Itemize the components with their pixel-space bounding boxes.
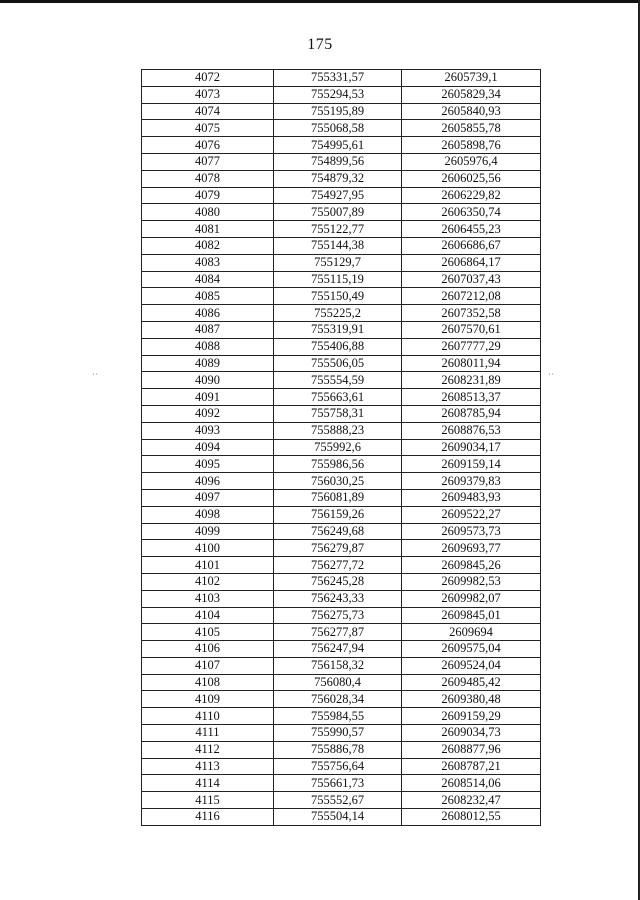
table-row: [142, 153, 541, 170]
point-number-cell: 4113: [142, 758, 274, 775]
point-number-cell: 4087: [142, 321, 274, 338]
point-number-cell: 4105: [142, 624, 274, 641]
x-coordinate-cell: 755661,73: [274, 775, 402, 792]
x-coordinate-cell: 755144,38: [274, 237, 402, 254]
table-row: [142, 372, 541, 389]
table-row: [142, 809, 541, 826]
table-row: [142, 389, 541, 406]
table-row: [142, 708, 541, 725]
x-coordinate-cell: 756277,72: [274, 557, 402, 574]
page-top-border: [0, 0, 640, 3]
point-number-cell: 4112: [142, 741, 274, 758]
y-coordinate-cell: 2606455,23: [402, 221, 541, 238]
scan-speck: ˙˙: [92, 372, 98, 382]
y-coordinate-cell: 2608787,21: [402, 758, 541, 775]
table-row: [142, 473, 541, 490]
point-number-cell: 4079: [142, 187, 274, 204]
table-row: [142, 305, 541, 322]
x-coordinate-cell: 756028,34: [274, 691, 402, 708]
x-coordinate-cell: 755506,05: [274, 355, 402, 372]
table-row: [142, 758, 541, 775]
point-number-cell: 4114: [142, 775, 274, 792]
point-number-cell: 4072: [142, 70, 274, 87]
coordinates-table: [141, 69, 541, 826]
table-row: [142, 590, 541, 607]
y-coordinate-cell: 2605739,1: [402, 70, 541, 87]
y-coordinate-cell: 2608231,89: [402, 372, 541, 389]
table-row: [142, 506, 541, 523]
y-coordinate-cell: 2609159,29: [402, 708, 541, 725]
y-coordinate-cell: 2608877,96: [402, 741, 541, 758]
point-number-cell: 4095: [142, 456, 274, 473]
table-row: [142, 540, 541, 557]
table-row: [142, 288, 541, 305]
y-coordinate-cell: 2606025,56: [402, 170, 541, 187]
table-row: [142, 103, 541, 120]
y-coordinate-cell: 2609159,14: [402, 456, 541, 473]
y-coordinate-cell: 2608514,06: [402, 775, 541, 792]
point-number-cell: 4099: [142, 523, 274, 540]
x-coordinate-cell: 755554,59: [274, 372, 402, 389]
x-coordinate-cell: 755150,49: [274, 288, 402, 305]
point-number-cell: 4100: [142, 540, 274, 557]
point-number-cell: 4094: [142, 439, 274, 456]
table-row: [142, 405, 541, 422]
x-coordinate-cell: 756275,73: [274, 607, 402, 624]
table-row: [142, 70, 541, 87]
point-number-cell: 4083: [142, 254, 274, 271]
table-row: [142, 674, 541, 691]
x-coordinate-cell: 756081,89: [274, 489, 402, 506]
y-coordinate-cell: 2609573,73: [402, 523, 541, 540]
table-row: [142, 573, 541, 590]
point-number-cell: 4089: [142, 355, 274, 372]
y-coordinate-cell: 2609034,17: [402, 439, 541, 456]
x-coordinate-cell: 755129,7: [274, 254, 402, 271]
table-row: [142, 439, 541, 456]
x-coordinate-cell: 756159,26: [274, 506, 402, 523]
x-coordinate-cell: 755984,55: [274, 708, 402, 725]
y-coordinate-cell: 2609845,01: [402, 607, 541, 624]
point-number-cell: 4074: [142, 103, 274, 120]
table-row: [142, 624, 541, 641]
x-coordinate-cell: 755007,89: [274, 204, 402, 221]
y-coordinate-cell: 2608011,94: [402, 355, 541, 372]
x-coordinate-cell: 755319,91: [274, 321, 402, 338]
y-coordinate-cell: 2608513,37: [402, 389, 541, 406]
table-row: [142, 187, 541, 204]
table-row: [142, 321, 541, 338]
table-row: [142, 422, 541, 439]
point-number-cell: 4106: [142, 641, 274, 658]
table-row: [142, 489, 541, 506]
y-coordinate-cell: 2608232,47: [402, 792, 541, 809]
x-coordinate-cell: 755886,78: [274, 741, 402, 758]
x-coordinate-cell: 755122,77: [274, 221, 402, 238]
y-coordinate-cell: 2607570,61: [402, 321, 541, 338]
y-coordinate-cell: 2606229,82: [402, 187, 541, 204]
y-coordinate-cell: 2609982,53: [402, 573, 541, 590]
table-row: [142, 237, 541, 254]
point-number-cell: 4073: [142, 86, 274, 103]
x-coordinate-cell: 756158,32: [274, 657, 402, 674]
table-row: [142, 657, 541, 674]
x-coordinate-cell: 756247,94: [274, 641, 402, 658]
point-number-cell: 4102: [142, 573, 274, 590]
x-coordinate-cell: 755331,57: [274, 70, 402, 87]
point-number-cell: 4076: [142, 137, 274, 154]
y-coordinate-cell: 2608785,94: [402, 405, 541, 422]
x-coordinate-cell: 755990,57: [274, 725, 402, 742]
point-number-cell: 4097: [142, 489, 274, 506]
x-coordinate-cell: 755294,53: [274, 86, 402, 103]
point-number-cell: 4092: [142, 405, 274, 422]
table-row: [142, 775, 541, 792]
y-coordinate-cell: 2609845,26: [402, 557, 541, 574]
point-number-cell: 4090: [142, 372, 274, 389]
x-coordinate-cell: 756279,87: [274, 540, 402, 557]
point-number-cell: 4082: [142, 237, 274, 254]
table-row: [142, 170, 541, 187]
y-coordinate-cell: 2605855,78: [402, 120, 541, 137]
x-coordinate-cell: 755115,19: [274, 271, 402, 288]
y-coordinate-cell: 2608876,53: [402, 422, 541, 439]
y-coordinate-cell: 2607037,43: [402, 271, 541, 288]
x-coordinate-cell: 755992,6: [274, 439, 402, 456]
table-row: [142, 86, 541, 103]
table-row: [142, 607, 541, 624]
y-coordinate-cell: 2605829,34: [402, 86, 541, 103]
y-coordinate-cell: 2605976,4: [402, 153, 541, 170]
y-coordinate-cell: 2609693,77: [402, 540, 541, 557]
x-coordinate-cell: 756080,4: [274, 674, 402, 691]
point-number-cell: 4101: [142, 557, 274, 574]
y-coordinate-cell: 2606686,67: [402, 237, 541, 254]
table-row: [142, 641, 541, 658]
table-row: [142, 338, 541, 355]
point-number-cell: 4107: [142, 657, 274, 674]
y-coordinate-cell: 2607212,08: [402, 288, 541, 305]
table-row: [142, 120, 541, 137]
x-coordinate-cell: 756030,25: [274, 473, 402, 490]
table-row: [142, 691, 541, 708]
point-number-cell: 4111: [142, 725, 274, 742]
y-coordinate-cell: 2606864,17: [402, 254, 541, 271]
point-number-cell: 4109: [142, 691, 274, 708]
point-number-cell: 4085: [142, 288, 274, 305]
x-coordinate-cell: 756243,33: [274, 590, 402, 607]
y-coordinate-cell: 2605898,76: [402, 137, 541, 154]
y-coordinate-cell: 2609483,93: [402, 489, 541, 506]
point-number-cell: 4081: [142, 221, 274, 238]
x-coordinate-cell: 756249,68: [274, 523, 402, 540]
point-number-cell: 4108: [142, 674, 274, 691]
y-coordinate-cell: 2609485,42: [402, 674, 541, 691]
table-row: [142, 456, 541, 473]
table-row: [142, 271, 541, 288]
table-row: [142, 254, 541, 271]
y-coordinate-cell: 2609694: [402, 624, 541, 641]
point-number-cell: 4115: [142, 792, 274, 809]
table-row: [142, 523, 541, 540]
table-row: [142, 204, 541, 221]
y-coordinate-cell: 2609379,83: [402, 473, 541, 490]
y-coordinate-cell: 2605840,93: [402, 103, 541, 120]
y-coordinate-cell: 2608012,55: [402, 809, 541, 826]
y-coordinate-cell: 2609522,27: [402, 506, 541, 523]
x-coordinate-cell: 755068,58: [274, 120, 402, 137]
y-coordinate-cell: 2609524,04: [402, 657, 541, 674]
x-coordinate-cell: 755663,61: [274, 389, 402, 406]
point-number-cell: 4086: [142, 305, 274, 322]
x-coordinate-cell: 755756,64: [274, 758, 402, 775]
x-coordinate-cell: 755225,2: [274, 305, 402, 322]
point-number-cell: 4088: [142, 338, 274, 355]
y-coordinate-cell: 2607352,58: [402, 305, 541, 322]
point-number-cell: 4093: [142, 422, 274, 439]
coordinates-table-body: [142, 70, 541, 826]
point-number-cell: 4098: [142, 506, 274, 523]
point-number-cell: 4080: [142, 204, 274, 221]
page-number: 175: [307, 36, 333, 53]
x-coordinate-cell: 755986,56: [274, 456, 402, 473]
table-row: [142, 221, 541, 238]
point-number-cell: 4091: [142, 389, 274, 406]
x-coordinate-cell: 754995,61: [274, 137, 402, 154]
x-coordinate-cell: 755504,14: [274, 809, 402, 826]
x-coordinate-cell: 755758,31: [274, 405, 402, 422]
table-row: [142, 137, 541, 154]
point-number-cell: 4103: [142, 590, 274, 607]
y-coordinate-cell: 2609982,07: [402, 590, 541, 607]
x-coordinate-cell: 754899,56: [274, 153, 402, 170]
table-row: [142, 557, 541, 574]
table-row: [142, 792, 541, 809]
table-row: [142, 725, 541, 742]
x-coordinate-cell: 754927,95: [274, 187, 402, 204]
point-number-cell: 4116: [142, 809, 274, 826]
y-coordinate-cell: 2607777,29: [402, 338, 541, 355]
point-number-cell: 4096: [142, 473, 274, 490]
table-row: [142, 741, 541, 758]
point-number-cell: 4110: [142, 708, 274, 725]
table-row: [142, 355, 541, 372]
y-coordinate-cell: 2609380,48: [402, 691, 541, 708]
x-coordinate-cell: 755888,23: [274, 422, 402, 439]
x-coordinate-cell: 755195,89: [274, 103, 402, 120]
y-coordinate-cell: 2609575,04: [402, 641, 541, 658]
x-coordinate-cell: 755552,67: [274, 792, 402, 809]
point-number-cell: 4104: [142, 607, 274, 624]
point-number-cell: 4077: [142, 153, 274, 170]
point-number-cell: 4078: [142, 170, 274, 187]
x-coordinate-cell: 754879,32: [274, 170, 402, 187]
point-number-cell: 4084: [142, 271, 274, 288]
y-coordinate-cell: 2606350,74: [402, 204, 541, 221]
x-coordinate-cell: 755406,88: [274, 338, 402, 355]
y-coordinate-cell: 2609034,73: [402, 725, 541, 742]
x-coordinate-cell: 756277,87: [274, 624, 402, 641]
scan-speck: ˙˙: [548, 372, 554, 382]
x-coordinate-cell: 756245,28: [274, 573, 402, 590]
point-number-cell: 4075: [142, 120, 274, 137]
